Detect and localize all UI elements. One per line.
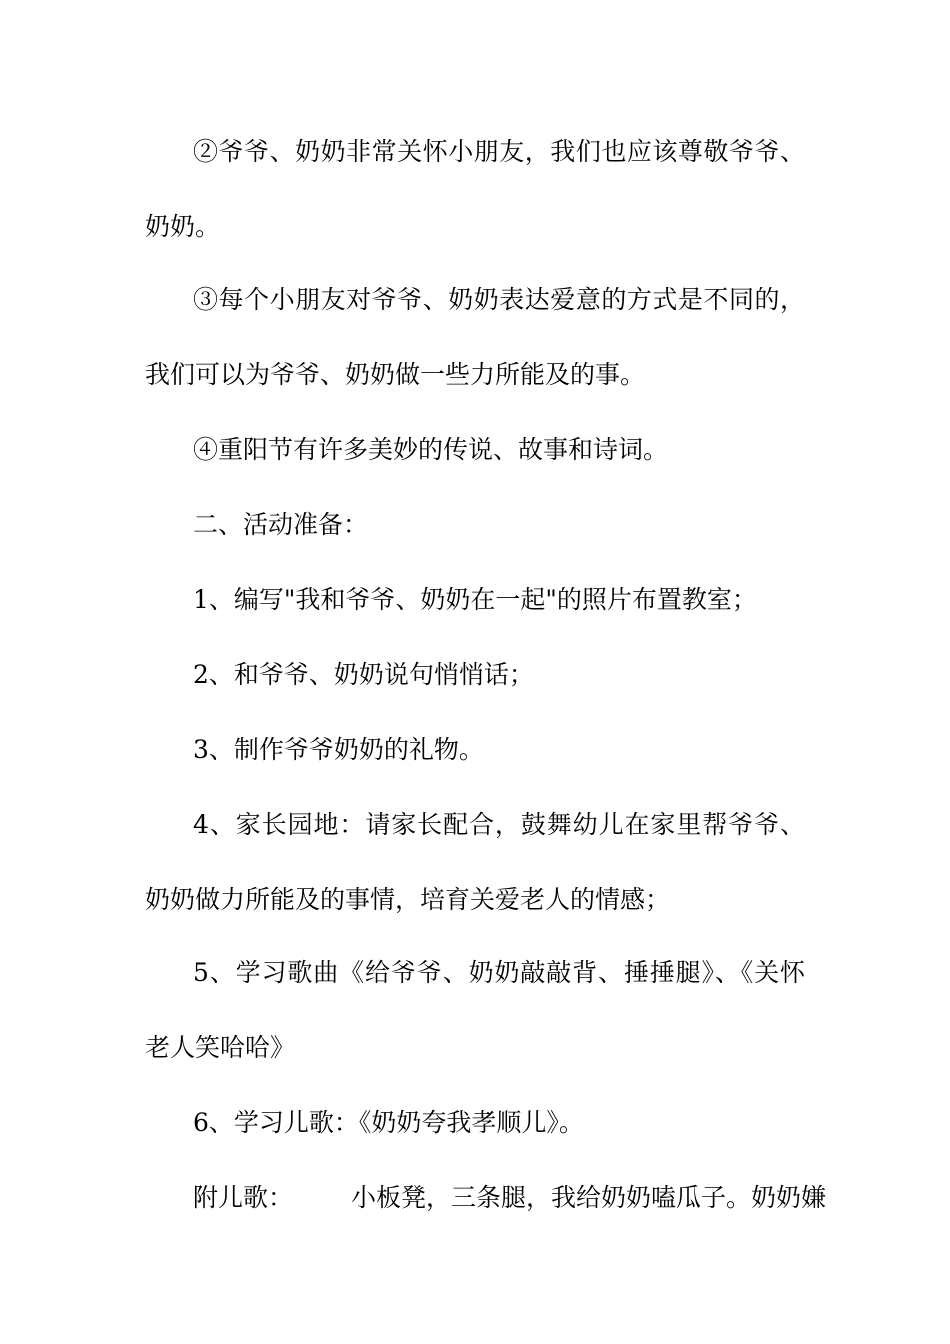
appendix-rhyme [145,1160,827,1235]
prep-item-5: 5、学习歌曲《给爷爷、奶奶敲敲背、捶捶腿》、《关怀老人笑哈哈》 [145,958,805,1062]
prep-item-1: 1、编写"我和爷爷、奶奶在一起"的照片布置教室； [193,585,757,614]
section-heading-preparation: 二、活动准备： [193,510,369,539]
paragraph-respect-grandparents: ②爷爷、奶奶非常关怀小朋友，我们也应该尊敬爷爷、奶奶。 [145,137,805,241]
prep-item-6: 6、学习儿歌：《奶奶夸我孝顺儿》。 [193,1108,584,1137]
prep-item-3: 3、制作爷爷奶奶的礼物。 [193,735,484,764]
paragraph-express-love: ③每个小朋友对爷爷、奶奶表达爱意的方式是不同的，我们可以为爷爷、奶奶做一些力所能及的事。 [145,285,805,389]
paragraph-legends: ④重阳节有许多美妙的传说、故事和诗词。 [193,435,669,464]
prep-item-4: 4、家长园地：请家长配合，鼓舞幼儿在家里帮爷爷、奶奶做力所能及的事情，培育关爱老人的情感； [145,810,805,914]
appendix-rhyme-text: 小板凳，三条腿，我给奶奶嗑瓜子。奶奶嫌 [351,1183,827,1212]
appendix-rhyme-label: 附儿歌： [193,1183,294,1212]
prep-item-2: 2、和爷爷、奶奶说句悄悄话； [193,660,534,689]
